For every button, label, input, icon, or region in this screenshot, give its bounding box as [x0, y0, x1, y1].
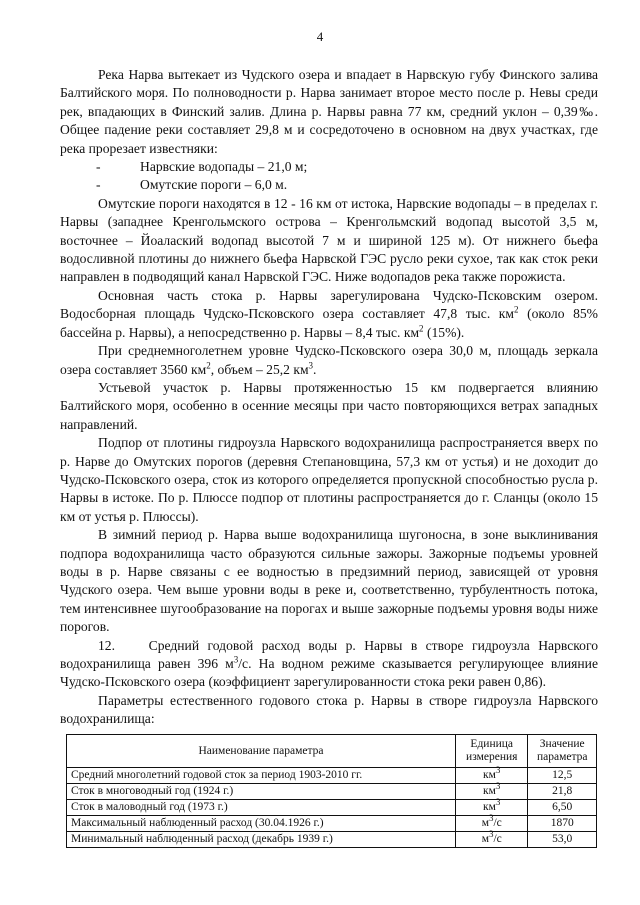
superscript: 2: [514, 304, 519, 315]
superscript: 3: [233, 654, 239, 665]
unit-base: км: [483, 801, 496, 813]
paragraph-estuary: Устьевой участок р. Нарвы протяженностью 15 км подвергается влиянию Балтийского моря, особенно в осенние месяцы при часто повторяющихся ветрах западных направлений.: [60, 379, 598, 432]
superscript: 3: [308, 359, 314, 370]
cell-name: Средний многолетний годовой сток за период 1903-2010 гг.: [67, 768, 456, 784]
cell-unit: [456, 781, 528, 800]
list-item-omut-rapids: [60, 176, 598, 194]
text-span: Основная часть стока р. Нарвы зарегулирована Чудско-Псковским озером. Водосборная площадь Чудско-Псковского озера составляет 47,8 тыс. км: [60, 287, 598, 322]
table-header-row: [67, 735, 597, 768]
table-row: [67, 784, 597, 800]
table-row: [67, 832, 597, 848]
superscript: 2: [206, 359, 211, 370]
unit-base: км: [483, 785, 496, 797]
text-span: 12. Средний годовой расход воды р. Нарвы в створе гидроузла Нарвского водохранилища равен 396 м: [60, 637, 598, 671]
header-name: Наименование параметра: [67, 735, 456, 768]
cell-name: Максимальный наблюденный расход (30.04.1926 г.): [67, 816, 456, 832]
unit-tail: /с: [493, 817, 502, 829]
cell-name: Сток в многоводный год (1924 г.): [67, 784, 456, 800]
cell-value: 53,0: [528, 832, 597, 848]
paragraph-backwater: Подпор от плотины гидроузла Нарвского водохранилища распространяется вверх по р. Нарве до Омутских порогов (деревня Степановщина, 57,3 км от устья) и не доходит до Чудско-Псковского озера, сток из которого определяется пропускной способностью русла р. Нарвы в истоке. По р. Плюссе подпор от плотины распространяется до г. Сланцы (около 15 км от устья р. Плюссы).: [60, 435, 598, 524]
list-item-text: Омутские пороги – 6,0 м.: [140, 177, 288, 193]
paragraph-intro: Река Нарва вытекает из Чудского озера и впадает в Нарвскую губу Финского залива Балтийского моря. По полноводности р. Нарва занимает второе место после р. Невы среди рек, впадающих в Финский залив. Длина р. Нарвы равна 77 км, средний уклон – 0,39‰. Общее падение реки составляет 29,8 м и сосредоточено в основном на двух участках, где река прорезает известняки:: [60, 67, 598, 156]
text-span: /с. На водном режиме сказывается регулирующее влияние Чудско-Псковского озера (коэффициент зарегулированности стока реки равен 0,86).: [60, 656, 598, 690]
header-unit: Единица измерения: [456, 735, 528, 768]
cell-name: Минимальный наблюденный расход (декабрь 1939 г.): [67, 832, 456, 848]
unit-tail: /с: [493, 833, 502, 845]
paragraph-table-intro: Параметры естественного годового стока р. Нарвы в створе гидроузла Нарвского водохранилища:: [60, 692, 598, 727]
table-row: [67, 800, 597, 816]
unit-base: м: [481, 817, 489, 829]
superscript: 2: [419, 323, 424, 334]
text-span: .: [313, 361, 317, 377]
unit-sup: 3: [495, 797, 501, 808]
unit-sup: 3: [488, 829, 494, 840]
document-body: [60, 66, 598, 729]
text-span: (около 85% бассейна р. Нарвы), а непосредственно р. Нарвы – 8,4 тыс. км: [60, 306, 598, 340]
paragraph-lake-level: [60, 342, 598, 379]
text-span: (15%).: [423, 324, 465, 340]
unit-sup: 3: [488, 813, 494, 824]
table-row: [67, 768, 597, 784]
paragraph-rapids: Омутские пороги находятся в 12 - 16 км от истока, Нарвские водопады – в пределах г. Нарвы (западнее Кренгольмского острова – Кренгольмский водопад высотой 3,5 м, восточнее – Йоалаский водопад высотой 7 м и шириной 125 м). От нижнего бьефа водосливной плотины до нижнего бьефа Нарвской ГЭС русло реки сухое, так как сток реки направлен в подводящий канал Нарвской ГЭС. Ниже водопадов река также порожиста.: [60, 195, 598, 285]
list-marker: -: [96, 177, 101, 193]
paragraph-basin: [60, 287, 598, 342]
text-span: , объем – 25,2 км: [210, 361, 309, 377]
list-item-narva-falls: [60, 158, 598, 176]
table-row: [67, 816, 597, 832]
cell-unit: [456, 829, 528, 848]
list-marker: -: [96, 159, 101, 175]
unit-base: км: [483, 769, 496, 781]
cell-name: Сток в маловодный год (1973 г.): [67, 800, 456, 816]
list-item-text: Нарвские водопады – 21,0 м;: [140, 159, 308, 175]
paragraph-winter: В зимний период р. Нарва выше водохранилища шугоносна, в зоне выклинивания подпора водохранилища часто образуются сильные зажоры. Зажорные подъемы уровней воды в р. Нарве связаны с ее водностью в предзимний период, зависящей от уровня Чудского озера. Чем выше уровни воды в реке и, соответственно, турбулентность потока, тем интенсивнее шугообразование на порогах и выше зажорные подъемы уровня воды ниже порогов.: [60, 527, 598, 635]
unit-base: м: [481, 833, 489, 845]
runoff-parameters-table: [66, 734, 597, 848]
cell-unit: [456, 765, 528, 784]
cell-value: 1870: [528, 816, 597, 832]
paragraph-discharge: [60, 637, 598, 692]
unit-sup: 3: [495, 781, 501, 792]
cell-value: 21,8: [528, 784, 597, 800]
cell-value: 12,5: [528, 768, 597, 784]
cell-value: 6,50: [528, 800, 597, 816]
unit-sup: 3: [495, 765, 501, 776]
page-number: 4: [316, 29, 324, 44]
header-value: Значение параметра: [528, 735, 597, 768]
text-span: При среднемноголетнем уровне Чудско-Псковского озера 30,0 м, площадь зеркала озера составляет 3560 км: [60, 343, 598, 377]
